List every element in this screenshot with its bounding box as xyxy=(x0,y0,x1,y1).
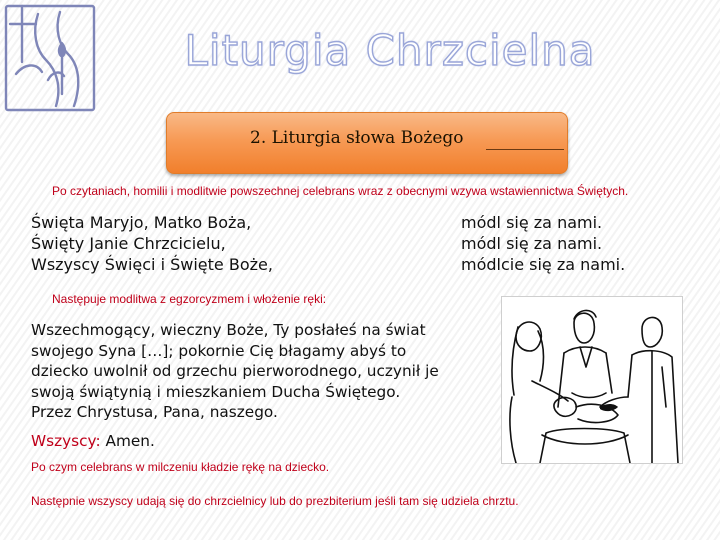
section-heading: 2. Liturgia słowa Bożego xyxy=(250,128,464,148)
heading-underline xyxy=(486,149,564,150)
hand-instruction: Po czym celebrans w milczeniu kładzie rękę na dziecko. xyxy=(31,460,330,474)
invocation-responses xyxy=(461,212,625,275)
prayer-line: swoją świątynią i mieszkaniem Ducha Świętego. xyxy=(31,382,401,401)
invocation-response: módl się za nami. xyxy=(461,234,603,253)
baptism-logo-icon xyxy=(2,2,98,114)
intro-text: Po czytaniach, homilii i modlitwie powszechnej celebrans wraz z obecnymi wzywa wstawiennictwa Świętych. xyxy=(52,184,629,198)
final-instruction: Następnie wszyscy udają się do chrzcielnicy lub do prezbiterium jeśli tam się udziela chrztu. xyxy=(31,494,519,508)
invocation-saints xyxy=(31,212,273,275)
response-text: Amen. xyxy=(105,432,155,450)
prayer-line: swojego Syna […]; pokornie Cię błagamy abyś to xyxy=(31,341,407,360)
invocation-response: módlcie się za nami. xyxy=(461,255,626,274)
invocation-saint: Święta Maryjo, Matko Boża, xyxy=(31,213,252,232)
prayer-text xyxy=(31,320,471,423)
invocation-response: módl się za nami. xyxy=(461,213,603,232)
prayer-line: Wszechmogący, wieczny Boże, Ty posłałeś na świat xyxy=(31,321,426,339)
response-label: Wszyscy: xyxy=(31,432,101,450)
exorcism-intro: Następuje modlitwa z egzorcyzmem i włożenie ręki: xyxy=(52,292,327,306)
prayer-line: Przez Chrystusa, Pana, naszego. xyxy=(31,403,278,421)
slide-title: Liturgia Chrzcielna xyxy=(184,26,596,75)
invocation-saint: Święty Janie Chrzcicielu, xyxy=(31,234,226,253)
invocation-saint: Wszyscy Święci i Święte Boże, xyxy=(31,255,273,274)
baptism-illustration xyxy=(501,296,683,464)
prayer-line: dziecko uwolnił od grzechu pierworodnego, uczynił je xyxy=(31,362,439,380)
people-response xyxy=(31,432,155,450)
